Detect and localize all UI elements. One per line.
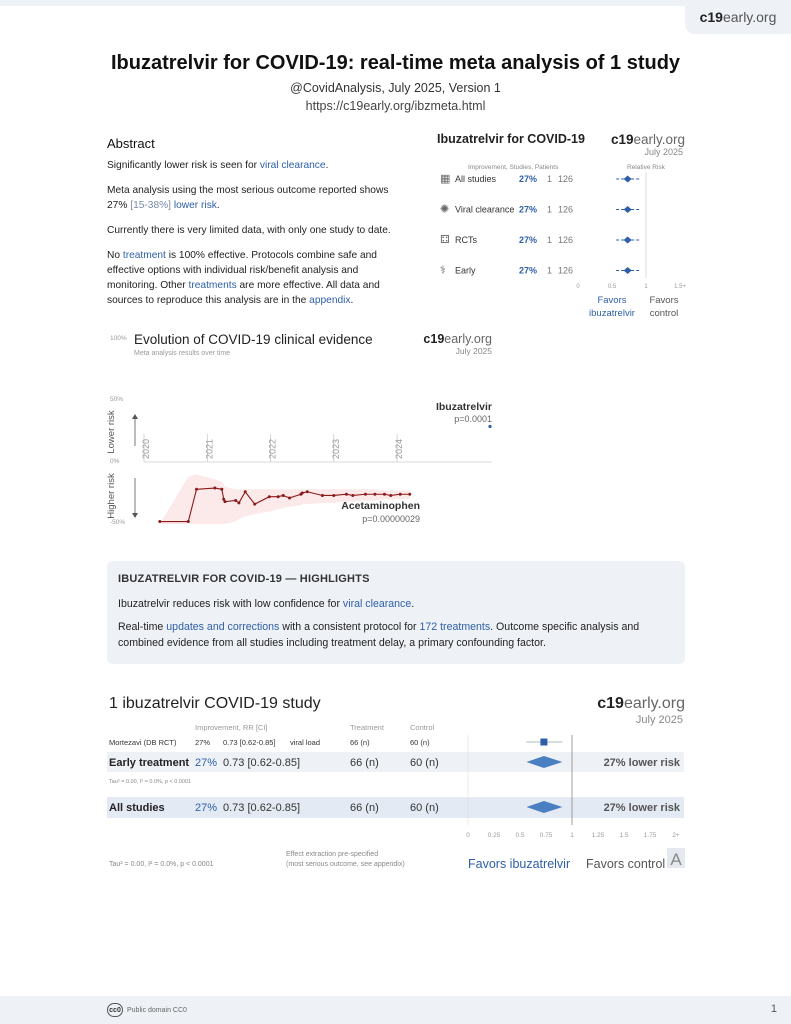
acetaminophen-point <box>282 494 285 497</box>
summary-row-early[interactable] <box>440 265 640 277</box>
abstract-p4: No treatment is 100% effective. Protocols combine safe and effective options with individual risk/benefit analysis and monitoring. Other treatments are more effective. All data and sources to reproduce this analysis are in the appendix. <box>107 250 380 306</box>
summary-row-label: Early <box>455 265 476 276</box>
acetaminophen-point <box>277 495 280 498</box>
summary-tick-label: 1 <box>644 284 648 290</box>
summary-brand: c19early.org <box>610 132 685 147</box>
abstract <box>107 136 407 318</box>
acetaminophen-p-value: p=0.00000029 <box>362 514 420 524</box>
summary-row-patients: 126 <box>558 265 574 276</box>
ibuzatrelvir-point <box>488 425 491 428</box>
forest-title: 1 ibuzatrelvir COVID-19 study <box>109 695 321 712</box>
year-label: 2021 <box>204 438 215 459</box>
forest-tick-label: 2+ <box>672 832 680 839</box>
forest-tick-label: 0.75 <box>539 832 553 839</box>
summary-effect-diamond <box>624 267 632 274</box>
summary-row-improvement: 27% <box>519 265 538 276</box>
favors-control-1: Favors <box>649 295 679 306</box>
treatments-link[interactable]: treatments <box>188 280 237 291</box>
all-treatment-n: 66 (n) <box>350 802 379 814</box>
all-name: All studies <box>109 802 165 814</box>
all-row-bg <box>107 797 684 818</box>
year-label: 2023 <box>330 438 341 459</box>
summary-tick-label: 0 <box>576 284 580 290</box>
acetaminophen-point <box>301 492 304 495</box>
summary-effect-diamond <box>624 206 632 213</box>
year-label: 2022 <box>267 438 278 459</box>
highlights-viral-clearance-link[interactable]: viral clearance <box>342 598 412 610</box>
summary-row-patients: 126 <box>558 204 574 215</box>
year-label: 2020 <box>141 438 151 459</box>
y-tick-label: -50% <box>110 519 126 526</box>
summary-effect-diamond <box>624 237 632 244</box>
early-name: Early treatment <box>109 757 190 769</box>
early-row-bg <box>107 752 684 772</box>
acetaminophen-point <box>213 487 216 490</box>
higher-risk-label: Higher risk <box>106 473 117 519</box>
license <box>107 1003 187 1017</box>
study-outcome: viral load <box>290 738 321 747</box>
early-control-n: 60 (n) <box>410 757 439 769</box>
higher-risk-arrow <box>132 478 138 518</box>
lower-risk-label: Lower risk <box>106 410 117 454</box>
y-tick-label: 0% <box>110 458 120 465</box>
forest-date: July 2025 <box>635 714 683 726</box>
acetaminophen-point <box>237 501 240 504</box>
treatment-link[interactable]: treatment <box>122 250 166 261</box>
summary-tick-label: 1.5+ <box>674 284 686 290</box>
summary-row-label: All studies <box>455 174 497 184</box>
abstract-p1: Significantly lower risk is seen for viral clearance. <box>107 160 329 171</box>
forest-header-treatment: Treatment <box>350 723 384 732</box>
all-improvement: 27% <box>195 802 218 814</box>
lower-risk-arrow <box>132 414 138 446</box>
acetaminophen-point <box>351 494 354 497</box>
acetaminophen-point <box>345 493 348 496</box>
year-label: 2024 <box>394 438 405 459</box>
page-url-link[interactable]: https://c19early.org/ibzmeta.html <box>305 99 486 113</box>
summary-row-patients: 126 <box>558 174 574 184</box>
acetaminophen-point <box>195 488 198 491</box>
early-rr-ci: 0.73 [0.62-0.85] <box>223 757 301 769</box>
brand-rest: early.org <box>722 9 777 25</box>
acetaminophen-point <box>321 494 324 497</box>
acetaminophen-point <box>244 490 247 493</box>
favors-ibuzatrelvir-1: Favors <box>597 295 627 306</box>
forest-tick-label: 1.25 <box>591 832 605 839</box>
acetaminophen-point <box>268 495 271 498</box>
rct-icon: ⚃ <box>440 234 450 246</box>
grade-badge: A <box>670 850 682 869</box>
acetaminophen-point <box>253 503 256 506</box>
summary-row-studies: 1 <box>547 174 553 184</box>
viral-clearance-link[interactable]: viral clearance <box>259 160 326 171</box>
virus-icon: ✺ <box>440 203 450 216</box>
evolution-chart <box>100 326 500 531</box>
acetaminophen-point <box>187 520 190 523</box>
y-tick-label: 100% <box>110 335 127 342</box>
evolution-date: July 2025 <box>455 346 492 356</box>
favors-control-2: control <box>649 308 679 319</box>
forest-tick-label: 0.5 <box>515 832 525 839</box>
summary-row-improvement: 27% <box>519 174 538 184</box>
acetaminophen-point <box>399 493 402 496</box>
forest-favors-ibuzatrelvir: Favors ibuzatrelvir <box>468 857 571 871</box>
summary-forest-chart <box>430 128 690 328</box>
forest-tick-label: 0 <box>466 832 470 839</box>
study-row[interactable] <box>109 738 430 747</box>
forest-header-control: Control <box>410 723 435 732</box>
all-result: 27% lower risk <box>603 802 680 814</box>
all-studies-icon: ▦ <box>440 173 451 185</box>
summary-row-rcts[interactable] <box>440 234 640 246</box>
all-rr-ci: 0.73 [0.62-0.85] <box>223 802 301 814</box>
page-title: Ibuzatrelvir for COVID-19: real-time meta analysis of 1 study <box>110 52 681 74</box>
site-brand-link[interactable] <box>685 0 791 34</box>
early-treatment-n: 66 (n) <box>350 757 379 769</box>
cc-icon: cc 0 <box>107 1003 123 1017</box>
y-tick-label: 50% <box>110 396 124 403</box>
treatments-count-link[interactable]: 172 treatments <box>419 621 491 633</box>
note-line2: (most serious outcome, see appendix) <box>286 861 405 868</box>
acetaminophen-point <box>306 490 309 493</box>
summary-row-improvement: 27% <box>519 204 538 215</box>
acetaminophen-point <box>364 493 367 496</box>
summary-effect-diamond <box>624 176 632 183</box>
study-improvement: 27% <box>195 738 211 747</box>
early-improvement: 27% <box>195 757 218 769</box>
summary-row-viral-clearance[interactable] <box>440 204 640 216</box>
ci-text: [15-38%] <box>130 200 172 211</box>
twitter-handle-link[interactable]: @CovidAnalysis <box>290 81 382 95</box>
study-control-n: 60 (n) <box>410 738 430 747</box>
acetaminophen-point <box>383 493 386 496</box>
acetaminophen-point <box>223 500 226 503</box>
summary-row-all-studies[interactable] <box>440 173 640 185</box>
early-icon: ⚕ <box>440 264 446 277</box>
summary-title: Ibuzatrelvir for COVID-19 <box>437 132 585 146</box>
summary-tick-label: 0.5 <box>607 284 617 290</box>
appendix-link[interactable]: appendix <box>309 295 351 306</box>
forest-tick-label: 1.75 <box>643 832 657 839</box>
acetaminophen-series-label: Acetaminophen <box>341 500 420 512</box>
study-effect-square <box>540 739 547 746</box>
evolution-brand: c19early.org <box>423 332 492 346</box>
top-bar <box>0 0 791 6</box>
acetaminophen-point <box>158 520 161 523</box>
acetaminophen-point <box>332 494 335 497</box>
brand-bold: c19 <box>699 9 723 25</box>
forest-favors-control: Favors control <box>586 857 666 871</box>
date-version: , July 2025, Version 1 <box>381 81 501 95</box>
acetaminophen-point <box>288 496 291 499</box>
forest-tick-label: 0.25 <box>487 832 501 839</box>
highlights-box <box>107 561 685 664</box>
summary-date: July 2025 <box>644 147 683 157</box>
abstract-p2: Meta analysis using the most serious outcome reported shows 27% [15-38%] lower risk. <box>107 185 389 211</box>
evolution-subtitle: Meta analysis results over time <box>134 350 231 357</box>
early-stats: Tau² = 0.00, I² = 0.0%, p < 0.0001 <box>109 779 192 785</box>
summary-rr-header: Relative Risk <box>627 164 665 171</box>
summary-row-studies: 1 <box>547 265 553 276</box>
acetaminophen-point <box>408 493 411 496</box>
forest-tick-label: 1 <box>570 832 574 839</box>
early-result: 27% lower risk <box>603 757 680 769</box>
note-line1: Effect extraction pre-specified <box>286 851 379 858</box>
highlights-p2: Real-time updates and corrections with a consistent protocol for 172 treatments. Outcome specific analysis and combined evidence from all studies including treatment delay, a primary confounding factor. <box>118 621 640 649</box>
lower-risk-link[interactable]: lower risk <box>173 200 217 211</box>
summary-row-patients: 126 <box>558 235 574 245</box>
all-control-n: 60 (n) <box>410 802 439 814</box>
study-rr-ci: 0.73 [0.62-0.85] <box>223 738 276 747</box>
forest-tick-label: 1.5 <box>619 832 629 839</box>
ibuzatrelvir-series-label: Ibuzatrelvir <box>435 401 492 413</box>
acetaminophen-point <box>373 493 376 496</box>
summary-row-label: RCTs <box>455 235 477 245</box>
forest-brand: c19early.org <box>597 695 685 712</box>
summary-row-studies: 1 <box>547 235 553 245</box>
study-name: Mortezavi (DB RCT) <box>109 738 177 747</box>
highlights-heading: IBUZATRELVIR FOR COVID-19 — HIGHLIGHTS <box>118 573 370 585</box>
study-treatment-n: 66 (n) <box>350 738 370 747</box>
evolution-title: Evolution of COVID-19 clinical evidence <box>134 332 373 347</box>
abstract-heading: Abstract <box>107 136 155 151</box>
summary-row-improvement: 27% <box>519 235 538 245</box>
study-forest-plot <box>100 685 700 875</box>
acetaminophen-point <box>220 488 223 491</box>
forest-header-improvement: Improvement, RR [CI] <box>195 723 268 732</box>
updates-corrections-link[interactable]: updates and corrections <box>166 621 280 633</box>
summary-row-label: Viral clearance <box>455 204 515 215</box>
acetaminophen-point <box>234 499 237 502</box>
abstract-p3: Currently there is very limited data, with only one study to date. <box>107 225 391 236</box>
all-stats: Tau² = 0.00, I² = 0.0%, p < 0.0001 <box>109 861 214 868</box>
byline <box>0 81 791 95</box>
summary-col-header: Improvement, Studies, Patients <box>468 164 559 171</box>
favors-ibuzatrelvir-2: ibuzatrelvir <box>589 308 635 319</box>
ibuzatrelvir-p-value: p=0.0001 <box>454 414 492 424</box>
summary-row-studies: 1 <box>547 204 553 215</box>
page-number: 1 <box>770 1003 777 1015</box>
license-text: Public domain CC0 <box>127 1006 187 1014</box>
highlights-p1: Ibuzatrelvir reduces risk with low confidence for viral clearance. <box>118 598 415 610</box>
acetaminophen-point <box>389 494 392 497</box>
